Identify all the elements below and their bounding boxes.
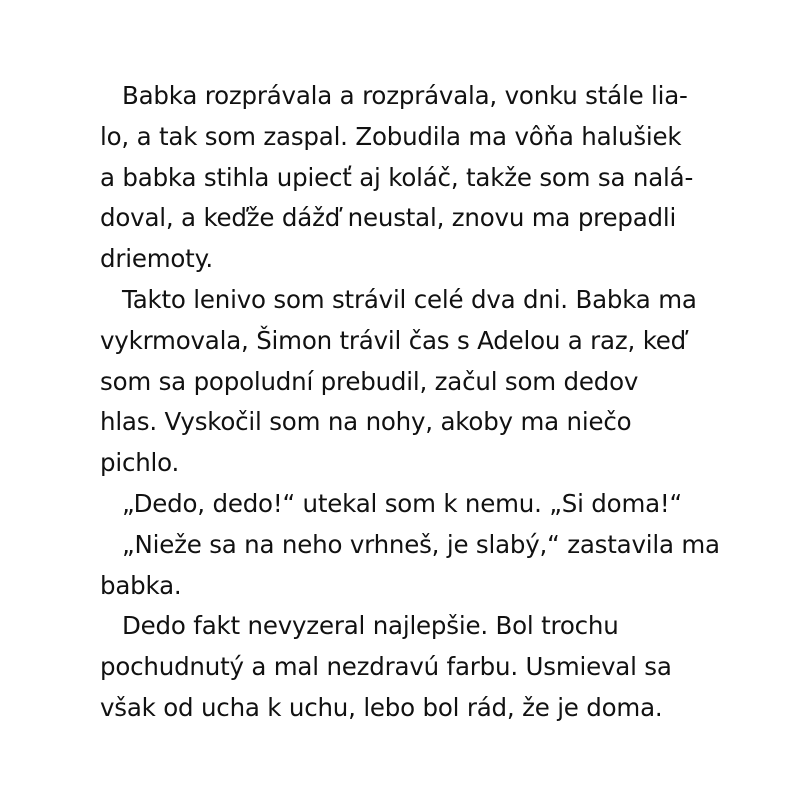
paragraph-1-line-1: Babka rozprávala a rozprávala, vonku stále lia- xyxy=(122,81,688,110)
dialogue-line-2-cont: babka. xyxy=(100,570,182,600)
paragraph-2-line-1: Takto lenivo som strávil celé dva dni. Babka ma xyxy=(122,284,697,314)
paragraph-3-line-3: však od ucha k uchu, lebo bol rád, že je doma. xyxy=(100,692,663,722)
paragraph-3-line-1: Dedo fakt nevyzeral najlepšie. Bol trochu xyxy=(122,611,619,641)
dialogue-line-2: „Nieže sa na neho vrhneš, je slabý,“ zastavila ma xyxy=(122,529,720,559)
paragraph-1-line-4: doval, a keďže dážď neustal, znovu ma prepadli xyxy=(100,203,677,233)
paragraph-2-line-3: som sa popoludní prebudil, začul som dedov xyxy=(100,366,639,396)
book-page-text xyxy=(100,76,720,729)
paragraph-3-line-2: pochudnutý a mal nezdravú farbu. Usmieval sa xyxy=(100,652,672,682)
paragraph-2-line-5: pichlo. xyxy=(100,448,180,478)
paragraph-1-line-2: lo, a tak som zaspal. Zobudila ma vôňa halušiek xyxy=(100,121,682,151)
paragraph-1-line-3: a babka stihla upiecť aj koláč, takže som sa nalá- xyxy=(100,162,694,192)
paragraph-2-line-4: hlas. Vyskočil som na nohy, akoby ma niečo xyxy=(100,407,632,437)
dialogue-line-1: „Dedo, dedo!“ utekal som k nemu. „Si doma!“ xyxy=(122,488,683,518)
paragraph-2-line-2: vykrmovala, Šimon trávil čas s Adelou a raz, keď xyxy=(100,325,687,355)
paragraph-1-line-5: driemoty. xyxy=(100,244,213,274)
